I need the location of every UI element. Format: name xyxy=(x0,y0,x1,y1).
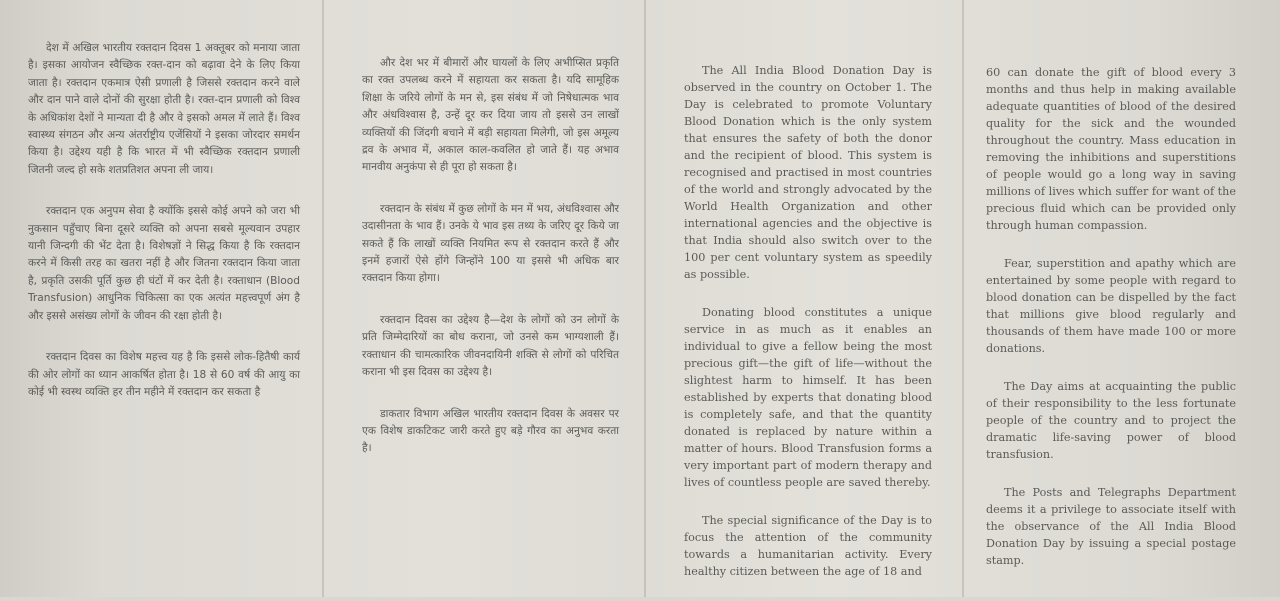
paragraph: देश में अखिल भारतीय रक्तदान दिवस 1 अक्तूबर को मनाया जाता है। इसका आयोजन स्वैच्छिक रक्त-दान को बढ़ावा देने के लिए किया जाता है। रक्तदान एकमात्र ऐसी प्रणाली है जिससे रक्तदान करने वाले और दान पाने वाले दोनों की सुरक्षा होती है। रक्त-दान प्रणाली को विश्व के अधिकांश देशों ने मान्यता दी है और वे इसको अमल में लाते हैं। विश्व स्वास्थ्य संगठन और अन्य अंतर्राष्ट्रीय एजेंसियों ने इसका जोरदार समर्थन किया है। उद्देश्य यही है कि भारत में भी स्वैच्छिक रक्तदान प्रणाली जितनी जल्द हो सके शतप्रतिशत अपना ली जाय। xyxy=(28,42,300,176)
paragraph: रक्तदान दिवस का उद्देश्य है—देश के लोगों को उन लोगों के प्रति जिम्मेदारियों का बोध कराना, जो उनसे कम भाग्यशाली हैं। रक्ताधान की चामत्कारिक जीवनदायिनी शक्ति से लोगों को परिचित कराना भी इस दिवस का उद्देश्य है। xyxy=(362,313,619,379)
fold-line xyxy=(962,0,964,597)
english-column-1 xyxy=(684,62,932,601)
paragraph: और देश भर में बीमारों और घायलों के लिए अभीप्सित प्रकृति का रक्त उपलब्ध करने में सहायता कर सकता है। यदि सामूहिक शिक्षा के जरिये लोगों के मन से, इस संबंध में जो निषेधात्मक भाव और अंधविश्वास है, उन्हें दूर कर दिया जाय तो इससे उन लाखों व्यक्तियों की जिंदगी बचाने में बड़ी सहायता मिलेगी, जो इस अमूल्य द्रव के अभाव में, अकाल काल-कवलित हो जाते हैं। यह अभाव मानवीय अनुकंपा से ही पूरा हो सकता है। xyxy=(362,57,619,174)
paragraph: रक्तदान एक अनुपम सेवा है क्योंकि इससे कोई अपने को जरा भी नुकसान पहुँचाए बिना दूसरे व्यक्ति को अपना सबसे मूल्यवान उपहार यानी जिन्दगी की भेंट देता है। विशेषज्ञों ने सिद्ध किया है कि रक्तदान करने में किसी तरह का खतरा नहीं है और जितना रक्तदान किया जाता है, प्रकृति उसकी पूर्ति कुछ ही घंटों में कर देती है। रक्ताधान (Blood Transfusion) आधुनिक चिकित्सा का एक अत्यंत महत्त्वपूर्ण अंग है और इससे असंख्य लोगों के जीवन की रक्षा होती है। xyxy=(28,205,300,322)
fold-line xyxy=(644,0,646,597)
paragraph: डाकतार विभाग अखिल भारतीय रक्तदान दिवस के अवसर पर एक विशेष डाकटिकट जारी करते हुए बड़े गौरव का अनुभव करता है। xyxy=(362,407,619,455)
paragraph: Donating blood constitutes a unique service in as much as it enables an individual to give a fellow being the most precious gift—the gift of life—without the slightest harm to himself. It has been established by experts that donating blood is completely safe, and that the quantity donated is replaced by nature within a matter of hours. Blood Transfusion forms a very important part of modern therapy and lives of countless people are saved thereby. xyxy=(684,306,932,489)
fold-line xyxy=(322,0,324,597)
paragraph: The All India Blood Donation Day is observed in the country on October 1. The Day is celebrated to promote Voluntary Blood Donation which is the only system that ensures the safety of both the donor and the recipient of blood. This system is recognised and practised in most countries of the world and strongly advocated by the World Health Organization and other international agencies and the objective is that India should also switch over to the 100 per cent voluntary system as speedily as possible. xyxy=(684,64,932,281)
paragraph: The special significance of the Day is to focus the attention of the community towards a humanitarian activity. Every healthy citizen between the age of 18 and xyxy=(684,514,932,578)
paragraph: रक्तदान दिवस का विशेष महत्त्व यह है कि इससे लोक-हितैषी कार्य की ओर लोगों का ध्यान आकर्षित होता है। 18 से 60 वर्ष की आयु का कोई भी स्वस्थ व्यक्ति हर तीन महीने में रक्तदान कर सकता है xyxy=(28,351,300,398)
paragraph: रक्तदान के संबंध में कुछ लोगों के मन में भय, अंधविश्वास और उदासीनता के भाव हैं। उनके ये भाव इस तथ्य के जरिए दूर किये जा सकते हैं कि लाखों व्यक्ति नियमित रूप से रक्तदान करते हैं और इनमें हजारों ऐसे होंगे जिन्होंने 100 या इससे भी अधिक बार रक्तदान किया होगा। xyxy=(362,202,619,285)
hindi-column-1 xyxy=(28,40,300,425)
paragraph: The Posts and Telegraphs Department deems it a privilege to associate itself with the observance of the All India Blood Donation Day by issuing a special postage stamp. xyxy=(986,486,1236,567)
english-column-2 xyxy=(986,64,1236,590)
paragraph: 60 can donate the gift of blood every 3 months and thus help in making available adequate quantities of blood of the desired quality for the sick and the wounded throughout the country. Mass education in removing the inhibitions and superstitions of people would go a long way in saving millions of lives which suffer for want of the precious fluid which can be provided only through human compassion. xyxy=(986,66,1236,232)
hindi-column-2 xyxy=(362,55,619,482)
paragraph: Fear, superstition and apathy which are entertained by some people with regard to blood donation can be dispelled by the fact that millions give blood regularly and thousands of them have made 100 or more donations. xyxy=(986,257,1236,355)
paragraph: The Day aims at acquainting the public of their responsibility to the less fortunate people of the country and to project the dramatic life-saving power of blood transfusion. xyxy=(986,380,1236,461)
